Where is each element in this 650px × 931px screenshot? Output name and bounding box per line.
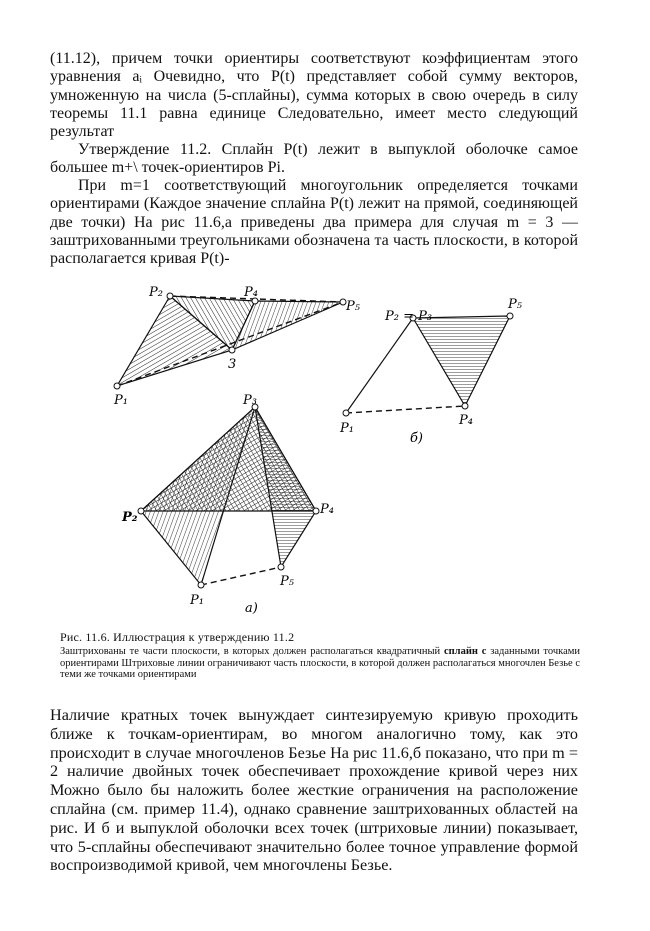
- label-a-p1: P₁: [190, 593, 204, 608]
- point-a-p2: [138, 508, 144, 514]
- label-p5: P₅: [346, 299, 360, 314]
- label-b-p23: P₂ = P₃: [385, 309, 433, 324]
- figure-caption-title: Рис. 11.6. Иллюстрация к утверждению 11.2: [60, 630, 295, 644]
- label-p2: P₂: [149, 285, 163, 300]
- point-a-p1: [198, 582, 204, 588]
- label-b-p5: P₅: [508, 297, 522, 312]
- segment-p1-p2: [346, 318, 413, 413]
- point-a-p4: [313, 508, 319, 514]
- point-p2: [167, 293, 173, 299]
- label-b-p4: P₄: [459, 413, 473, 428]
- label-b-p1: P₁: [340, 421, 354, 436]
- paragraph-intro: (11.12), причем точки ориентиры соответствуют коэффициентам этого уравнения aᵢ Очевидно, что P(t) представляет собой сумму векторов, умноженную на числа (5-сплайны), сумма которых в свою очередь в силу теоремы 11.1 равна единице Следовательно, имеет место следующий результат: [50, 50, 578, 141]
- dashed-hull-b: [346, 406, 465, 413]
- label-p3: 3: [228, 357, 237, 372]
- label-a-p5: P₅: [280, 574, 294, 589]
- label-a-p3: P₃: [243, 393, 257, 408]
- paragraph-statement-11-2: Утверждение 11.2. Сплайн P(t) лежит в выпуклой оболочке самое большее m+\ точек-ориентиров Pi.: [50, 141, 578, 177]
- label-a: а): [245, 601, 258, 616]
- paragraph-m1: При m=1 соответствующий многоугольник определяется точками ориентирами (Каждое значение сплайна P(t) лежит на прямой, соединяющей две точки) На рис 11.6,a приведены два примера для случая m = 3 — заштрихованными треугольниками обозначена та часть плоскости, в которой располагается кривая P(t)-: [50, 177, 578, 268]
- caption-body-bold: сплайн с: [443, 646, 487, 657]
- paragraph-multiple-points: Наличие кратных точек вынуждает синтезируемую кривую проходить ближе к точкам-ориентирам, во многом аналогично тому, как это происходит в случае многочленов Безье На рис 11.6,б показано, что при m = 2 наличие двойных точек обеспечивает прохождение кривой через них Можно было бы наложить более жесткие ограничения на расположение сплайна (см. пример 11.4), однако сравнение заштрихованных областей на рис. И б и выпуклой оболочки всех точек (штриховые линии) показывает, что 5-сплайны обеспечивают значительно более точное управление формой воспроизводимой кривой, чем многочлены Безье.: [50, 706, 578, 875]
- figure-caption-body: [60, 646, 580, 681]
- label-p1: P₁: [114, 393, 128, 408]
- point-p3: [229, 347, 235, 353]
- caption-body-end: заданными точками ориентирами Штриховые линии ограничивают часть плоскости, в которой должен располагаться многочлен Безье с теми же точками ориентирами: [60, 646, 580, 680]
- figure-11-6: [0, 270, 650, 640]
- diagram-a: [121, 393, 334, 616]
- caption-body-start: Заштрихованы те части плоскости, в которых должен располагаться квадратичный: [60, 646, 441, 657]
- label-a-p4: P₄: [320, 502, 334, 517]
- point-p1: [114, 383, 120, 389]
- label-a-p2: P₂: [122, 510, 138, 525]
- hull-triangle-b: [413, 316, 510, 406]
- label-p4: P₄: [244, 285, 258, 300]
- point-a-p5: [278, 564, 284, 570]
- dashed-hull-a: [201, 567, 281, 585]
- diagram-top: [113, 285, 361, 408]
- point-b-p4: [462, 403, 468, 409]
- label-b: б): [410, 431, 424, 446]
- point-b-p1: [343, 410, 349, 416]
- point-b-p5: [507, 313, 513, 319]
- diagram-b: [339, 297, 523, 446]
